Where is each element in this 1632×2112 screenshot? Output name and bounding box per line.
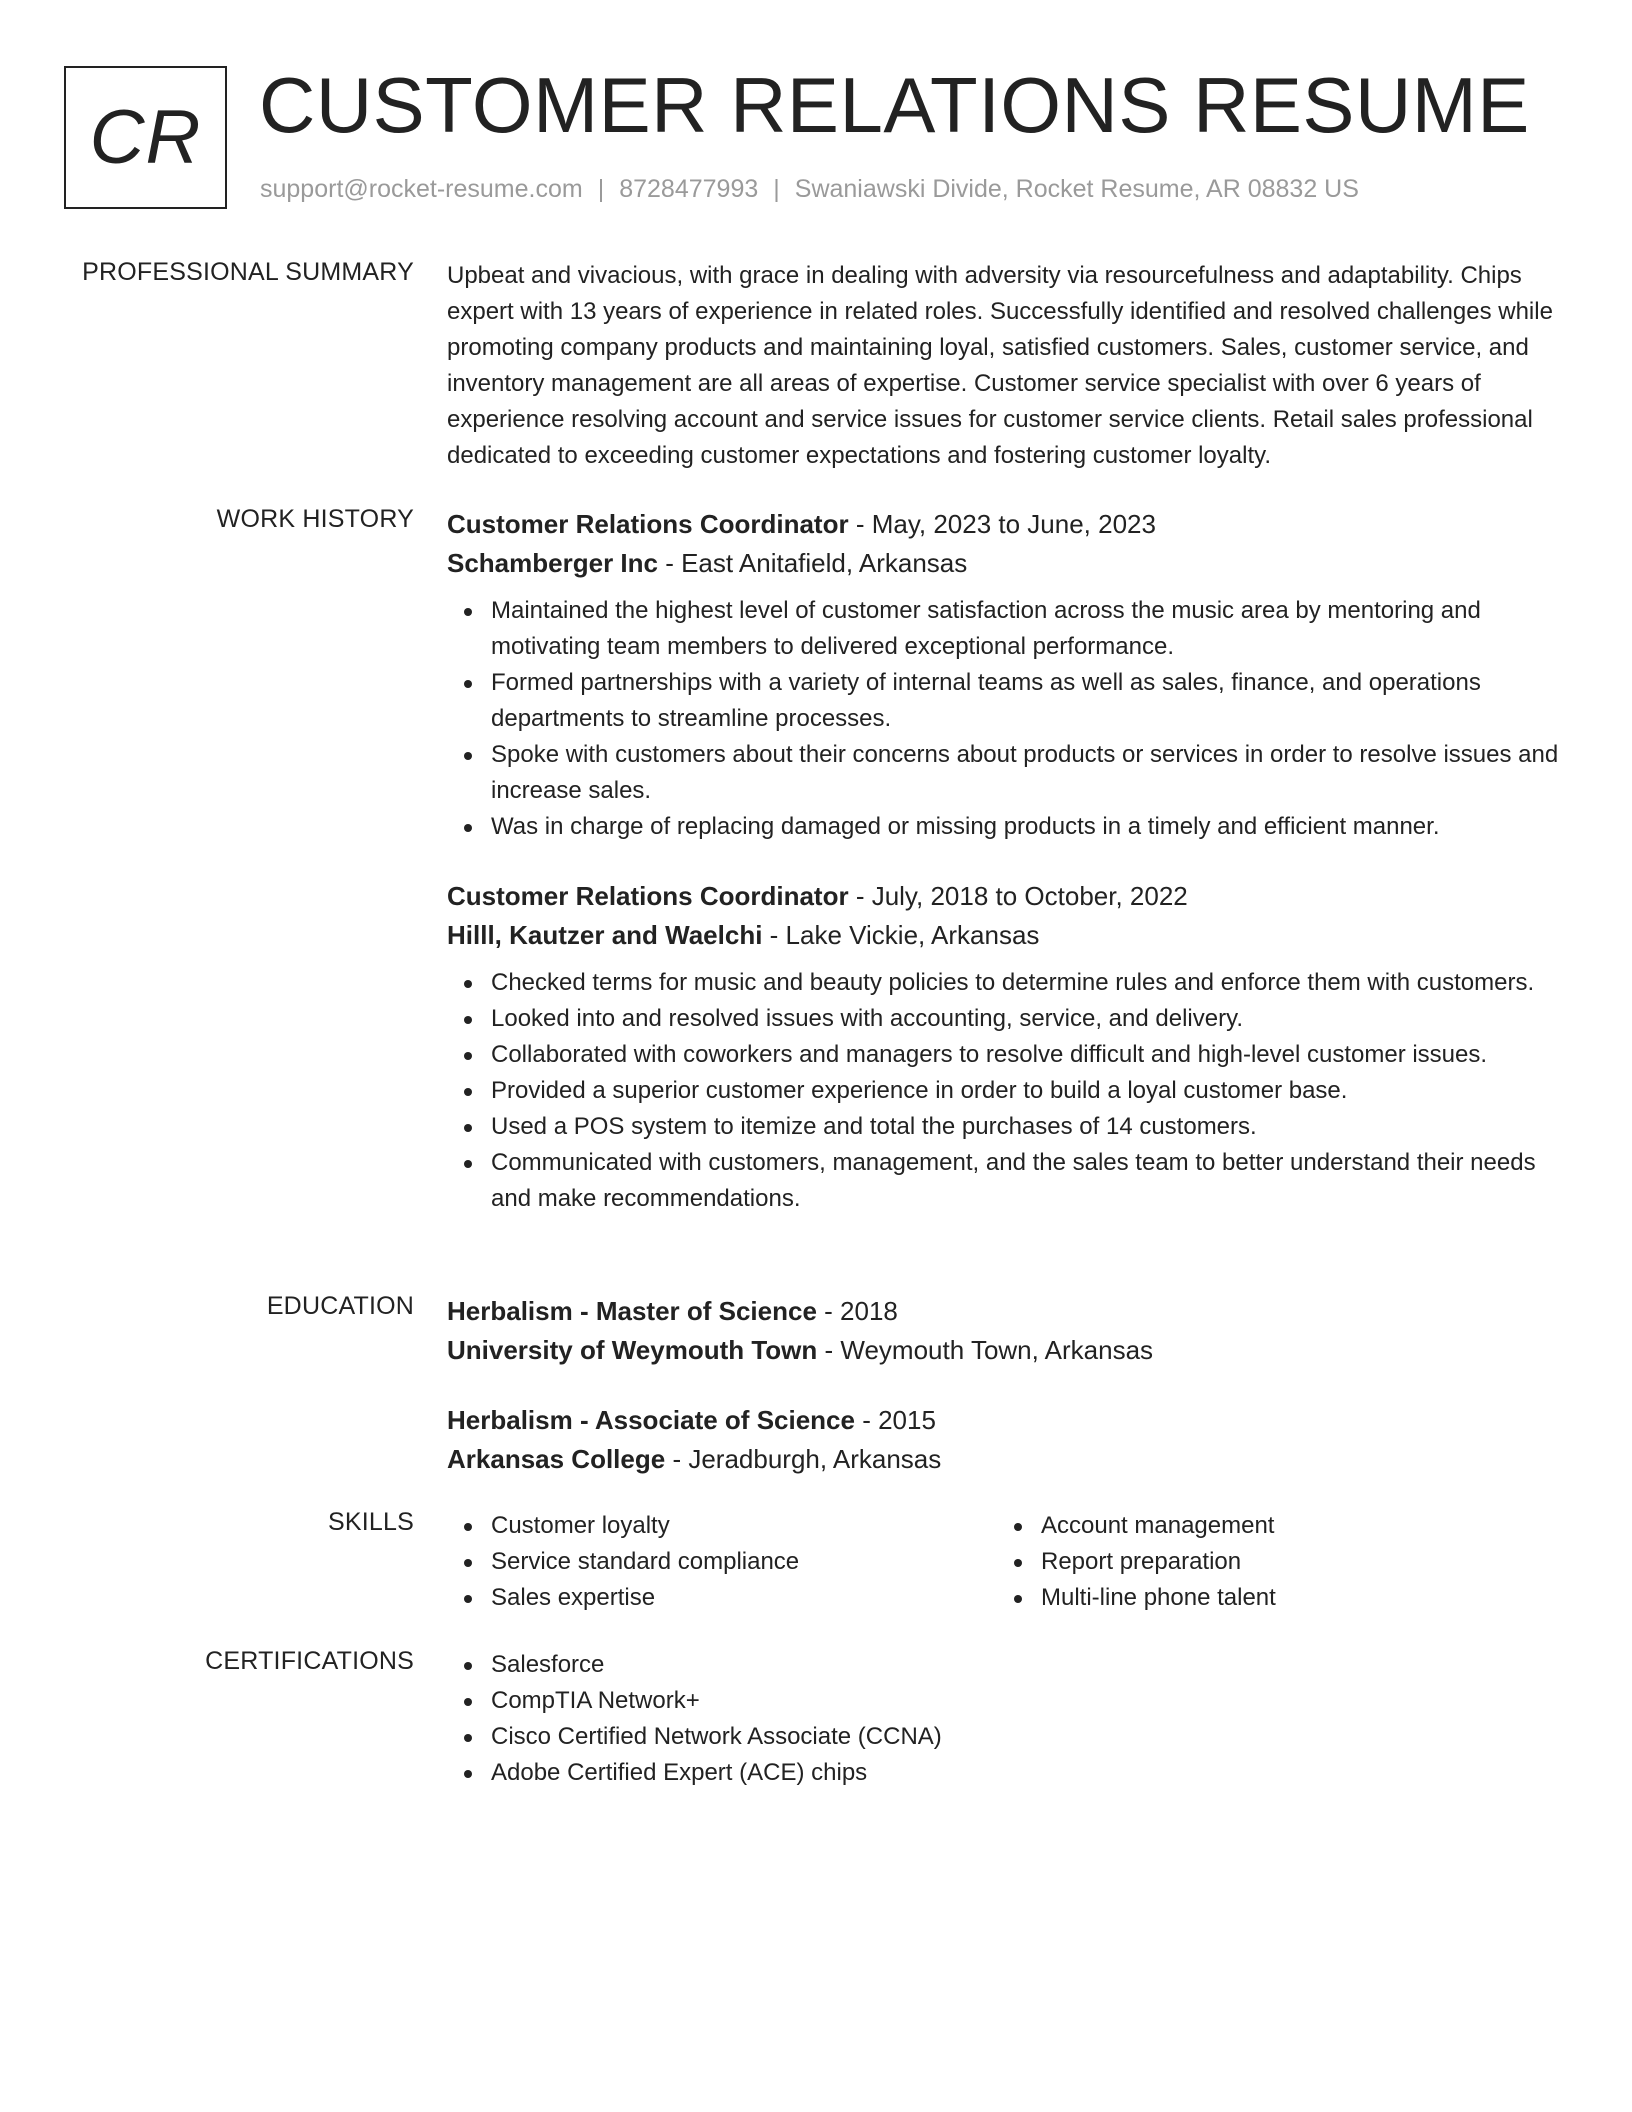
skills-list-left — [447, 1508, 997, 1616]
list-item: Account management — [997, 1508, 1547, 1544]
list-item: Adobe Certified Expert (ACE) chips — [447, 1755, 1565, 1791]
contact-separator: | — [597, 175, 605, 203]
degree: Herbalism - Master of Science — [447, 1296, 817, 1326]
list-item: Formed partnerships with a variety of internal teams as well as sales, finance, and operations departments to streamline processes. — [447, 665, 1565, 737]
resume-title: CUSTOMER RELATIONS RESUME — [259, 61, 1530, 149]
school: Arkansas College — [447, 1444, 666, 1474]
work-history-body — [447, 505, 1565, 1217]
job-location: - Lake Vickie, Arkansas — [762, 920, 1040, 950]
job-company: Hilll, Kautzer and Waelchi — [447, 920, 763, 950]
list-item: Sales expertise — [447, 1580, 997, 1616]
school-line — [447, 1440, 1565, 1479]
school-location: - Jeradburgh, Arkansas — [665, 1444, 942, 1474]
job-company: Schamberger Inc — [447, 548, 658, 578]
job-dates: - July, 2018 to October, 2022 — [848, 881, 1188, 911]
job-entry — [447, 877, 1565, 1217]
skills-list-right — [997, 1508, 1547, 1616]
contact-separator: | — [773, 175, 780, 203]
contact-line — [260, 175, 1359, 204]
school: University of Weymouth Town — [447, 1335, 818, 1365]
contact-address: Swaniawski Divide, Rocket Resume, AR 08832 US — [794, 175, 1359, 203]
education-entry — [447, 1292, 1565, 1370]
degree-year: - 2018 — [816, 1296, 898, 1326]
list-item: Provided a superior customer experience in order to build a loyal customer base. — [447, 1073, 1565, 1109]
list-item: Communicated with customers, management, and the sales team to better understand their needs and make recommendations. — [447, 1145, 1565, 1217]
job-title-line — [447, 877, 1565, 916]
list-item: Salesforce — [447, 1647, 1565, 1683]
contact-email: support@rocket-resume.com — [260, 175, 583, 203]
list-item: Service standard compliance — [447, 1544, 997, 1580]
degree-year: - 2015 — [854, 1405, 936, 1435]
education-entry — [447, 1401, 1565, 1479]
resume-header — [64, 61, 1568, 210]
contact-phone: 8728477993 — [619, 175, 759, 203]
list-item: Collaborated with coworkers and managers to resolve difficult and high-level customer issues. — [447, 1037, 1565, 1073]
education-body — [447, 1292, 1565, 1479]
list-item: Checked terms for music and beauty policies to determine rules and enforce them with customers. — [447, 965, 1565, 1001]
degree-line — [447, 1401, 1565, 1440]
section-label: SKILLS — [328, 1508, 414, 1536]
degree: Herbalism - Associate of Science — [447, 1405, 855, 1435]
school-location: - Weymouth Town, Arkansas — [817, 1335, 1154, 1365]
list-item: Multi-line phone talent — [997, 1580, 1547, 1616]
skills-grid — [447, 1508, 1565, 1616]
degree-line — [447, 1292, 1565, 1331]
list-item: Maintained the highest level of customer satisfaction across the music area by mentoring and motivating team members to delivered exceptional performance. — [447, 593, 1565, 665]
section-label: WORK HISTORY — [216, 505, 414, 533]
list-item: Was in charge of replacing damaged or missing products in a timely and efficient manner. — [447, 809, 1565, 845]
list-item: Looked into and resolved issues with accounting, service, and delivery. — [447, 1001, 1565, 1037]
list-item: Used a POS system to itemize and total the purchases of 14 customers. — [447, 1109, 1565, 1145]
section-label: CERTIFICATIONS — [205, 1647, 414, 1675]
section-label: EDUCATION — [266, 1292, 414, 1320]
certifications-body — [447, 1647, 1565, 1791]
certifications-list — [447, 1647, 1565, 1791]
monogram-initials: CR — [89, 95, 202, 180]
job-company-line — [447, 916, 1565, 955]
list-item: CompTIA Network+ — [447, 1683, 1565, 1719]
list-item: Customer loyalty — [447, 1508, 997, 1544]
list-item: Spoke with customers about their concerns about products or services in order to resolve issues and increase sales. — [447, 737, 1565, 809]
school-line — [447, 1331, 1565, 1370]
job-entry — [447, 505, 1565, 845]
section-label: PROFESSIONAL SUMMARY — [82, 258, 414, 286]
monogram-box — [64, 66, 227, 209]
job-location: - East Anitafield, Arkansas — [657, 548, 968, 578]
list-item: Report preparation — [997, 1544, 1547, 1580]
job-dates: - May, 2023 to June, 2023 — [848, 509, 1156, 539]
list-item: Cisco Certified Network Associate (CCNA) — [447, 1719, 1565, 1755]
job-title-line — [447, 505, 1565, 544]
job-company-line — [447, 544, 1565, 583]
job-title: Customer Relations Coordinator — [447, 509, 849, 539]
job-bullets — [447, 593, 1565, 845]
job-bullets — [447, 965, 1565, 1217]
job-title: Customer Relations Coordinator — [447, 881, 849, 911]
skills-body — [447, 1508, 1565, 1616]
summary-text: Upbeat and vivacious, with grace in dealing with adversity via resourcefulness and adaptability. Chips expert with 13 years of experience in related roles. Successfully identified and resolved challenges while promoting company products and maintaining loyal, satisfied customers. Sales, customer service, and inventory management are all areas of expertise. Customer service specialist with over 6 years of experience resolving account and service issues for customer service clients. Retail sales professional dedicated to exceeding customer expectations and fostering customer loyalty. — [447, 262, 1553, 469]
